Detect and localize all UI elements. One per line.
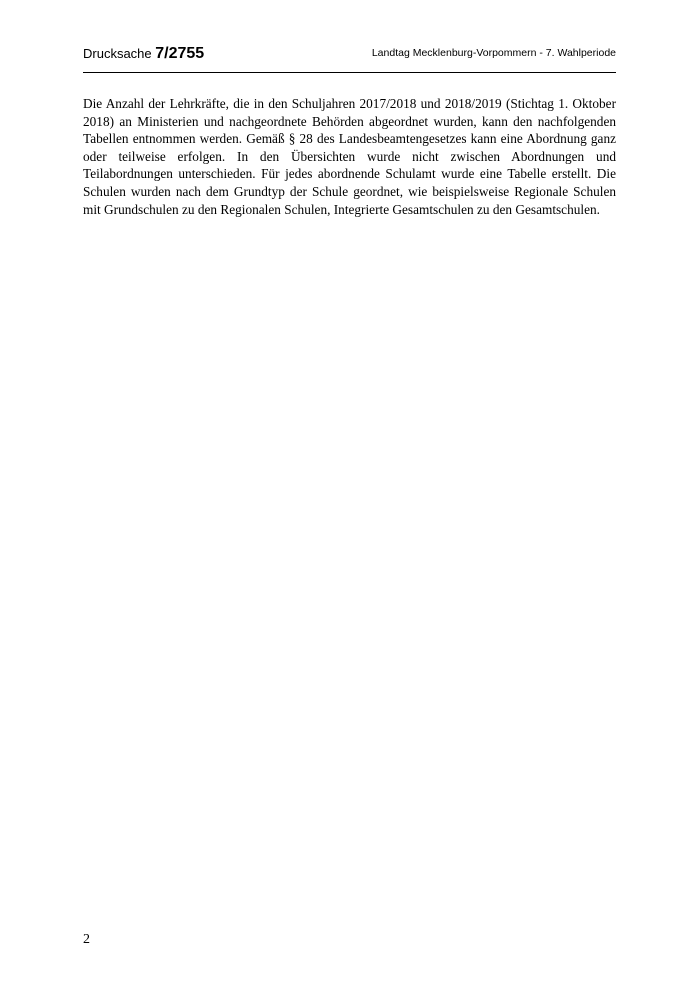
parliament-label: Landtag Mecklenburg-Vorpommern - 7. Wahlperiode	[371, 47, 616, 59]
body-paragraph: Die Anzahl der Lehrkräfte, die in den Schuljahren 2017/2018 und 2018/2019 (Stichtag 1. Oktober 2018) an Ministerien und nachgeordnete Behörden abgeordnet wurden, kann den nachfolgenden Tabellen entnommen werden. Gemäß § 28 des Landesbeamtengesetzes kann eine Abordnung ganz oder teilweise erfolgen. In den Übersichten wurde nicht zwischen Abordnungen und Teilabordnungen unterschieden. Für jedes abordnende Schulamt wurde eine Tabelle erstellt. Die Schulen wurden nach dem Grundtyp der Schule geordnet, wie beispielsweise Regionale Schulen mit Grundschulen zu den Regionalen Schulen, Integrierte Gesamtschulen zu den Gesamtschulen.	[83, 96, 616, 217]
header-divider	[83, 72, 616, 73]
document-number: 7/2755	[155, 45, 205, 62]
page-header	[83, 42, 616, 64]
document-label: Drucksache	[83, 46, 152, 61]
page-number: 2	[83, 932, 90, 947]
document-reference	[83, 45, 204, 63]
